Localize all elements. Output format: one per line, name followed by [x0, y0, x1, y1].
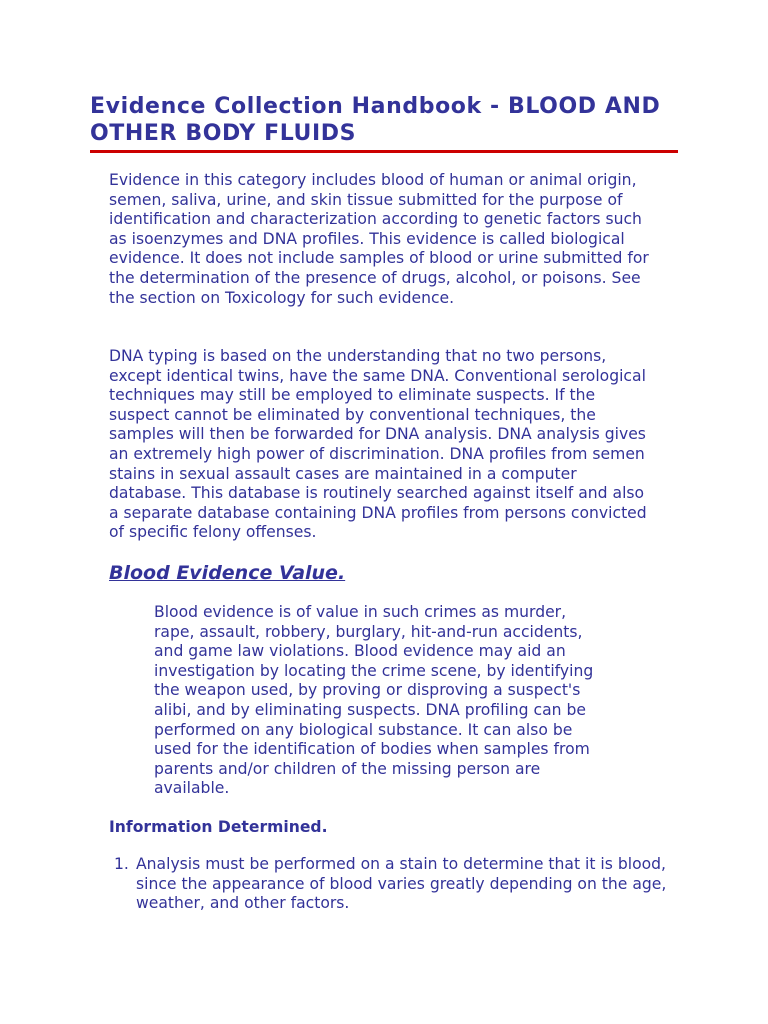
intro-paragraph: Evidence in this category includes blood of human or animal origin, semen, saliva, urine, and skin tissue submitted for the purpose of identification and characterization according to genetic factors such as isoenzymes and DNA profiles. This evidence is called biological evidence. It does not include samples of blood or urine submitted for the determination of the presence of drugs, alcohol, or poisons. See the section on Toxicology for such evidence. — [109, 171, 649, 307]
section-heading-blood-evidence-value: Blood Evidence Value. — [109, 562, 346, 584]
blood-evidence-paragraph: Blood evidence is of value in such crimes as murder, rape, assault, robbery, burglary, hit-and-run accidents, and game law violations. Blood evidence may aid an investigation by locating the crime scene, by identifying the weapon used, by proving or disproving a suspect's alibi, and by eliminating suspects. DNA profiling can be performed on any biological substance. It can also be used for the identification of bodies when samples from parents and/or children of the missing person are available. — [154, 603, 594, 798]
page-title: Evidence Collection Handbook - BLOOD AND OTHER BODY FLUIDS — [90, 94, 661, 146]
list-item-number: 1. — [114, 855, 129, 873]
information-determined-heading: Information Determined. — [109, 818, 328, 836]
dna-typing-paragraph: DNA typing is based on the understanding that no two persons, except identical twins, have the same DNA. Conventional serological techniques may still be employed to eliminate suspects. If the suspect cannot be eliminated by conventional techniques, the samples will then be forwarded for DNA analysis. DNA analysis gives an extremely high power of discrimination. DNA profiles from semen stains in sexual assault cases are maintained in a computer database. This database is routinely searched against itself and also a separate database containing DNA profiles from persons convicted of specific felony offenses. — [109, 347, 647, 542]
information-list — [109, 855, 679, 914]
title-divider — [90, 150, 678, 153]
list-item — [109, 855, 679, 914]
list-item-text: Analysis must be performed on a stain to determine that it is blood, since the appearance of blood varies greatly depending on the age, weather, and other factors. — [136, 855, 667, 913]
